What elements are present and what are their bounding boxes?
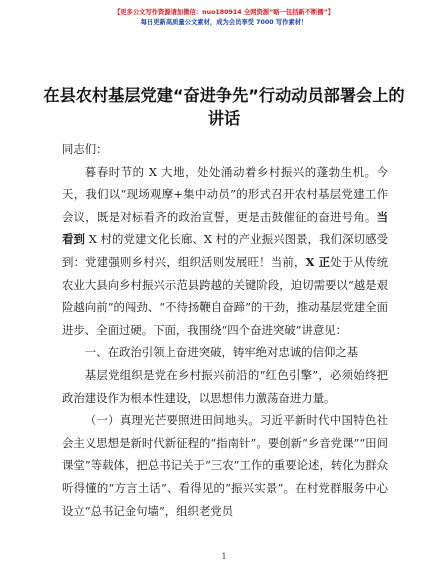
paragraph-intro-bold: 当看到 (62, 209, 388, 247)
section-heading-1: 一、在政治引领上奋进突破，铸牢绝对忠诚的信仰之基 (84, 345, 359, 360)
paragraph-intro-text: 暮春时节的 X 大地，处处涌动着乡村振兴的蓬勃生机。今天，我们以“现场观摩+集中动员”的形式召开农村基层党建工作会议，既是对标看齐的政治宣誓，更是击鼓催征的奋进号角。 (62, 164, 388, 224)
paragraph-intro-bold-2: X 正 (305, 254, 331, 269)
greeting: 同志们： (62, 142, 108, 156)
subsection-1-text: 习近平新时代中国特色社会主义思想是新时代新征程的“指南针”。要创新“乡音党课”“田间课堂”等载体，把总书记关于“三农”工作的重要论述，转化为群众听得懂的“方言土话”、看得见的“振兴实景”。在村党群服务中心设立“总书记金句墙”，组织老党员 (62, 413, 388, 518)
subsection-1 (62, 409, 388, 522)
paragraph-political: 基层党组织是党在乡村振兴前沿的“红色引擎”，必须始终把政治建设作为根本性建设，以思想伟力激荡奋进力量。 (62, 367, 388, 405)
page-number: 1 (221, 552, 227, 561)
subsection-1-label: （一） (84, 413, 120, 428)
promo-banner-line-1: 【更多公文写作资源请加微信：nuo180914 全网资源“略一包括新不断播”】 (113, 9, 335, 16)
paragraph-intro-tail-2: 处于从传统农业大县向乡村振兴示范县跨越的关键阶段，迫切需要以“越是艰险越向前”的闯劲、“不待扬鞭自奋蹄”的干劲，推动基层党建全面进步、全面过硬。下面，我围绕“四个奋进突破”讲意见： (62, 254, 388, 337)
promo-banner-line-2: 每日更新高质量公文素材，成为会员享受 7000 写作素材！ (140, 19, 308, 26)
paragraph-intro (62, 161, 388, 342)
paragraph-intro-tail: X 村的党建文化长廊、X 村的产业振兴图景，我们深切感受到：党建强则乡村兴，组织活则发展旺！当前， (62, 232, 388, 269)
document-title: 在县农村基层党建“奋进争先”行动动员部署会上的讲话 (43, 86, 405, 128)
subsection-1-title: 真理光芒要照进田间地头。 (119, 413, 260, 428)
document-body (62, 138, 388, 522)
promo-banner (0, 8, 448, 28)
